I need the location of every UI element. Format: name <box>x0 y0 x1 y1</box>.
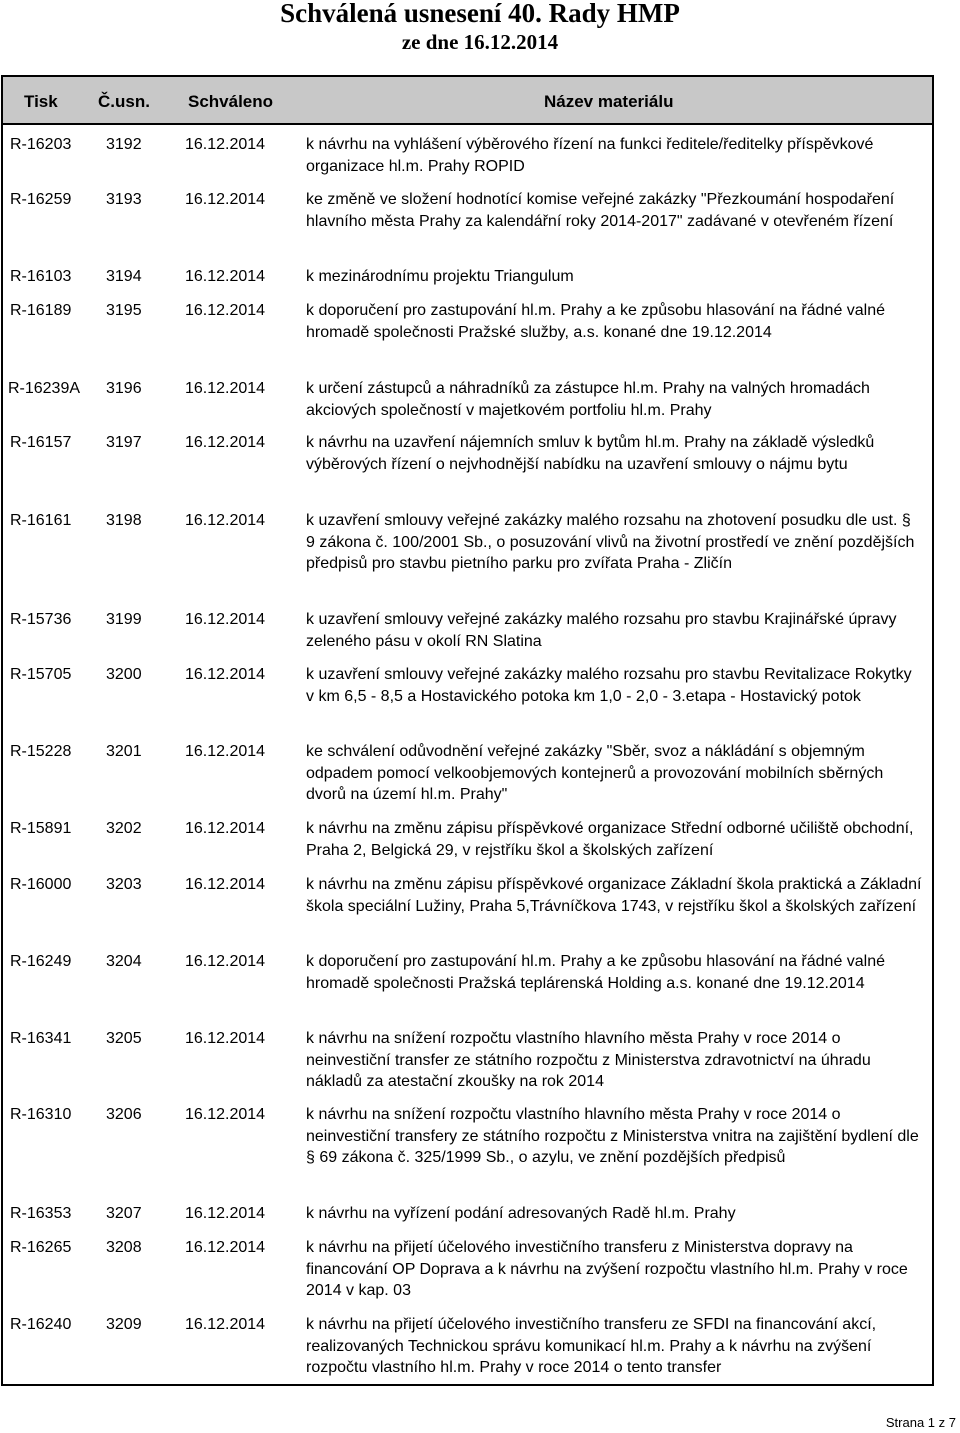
cell-usn: 3192 <box>106 136 142 153</box>
cell-tisk: R-15736 <box>10 611 72 628</box>
cell-name: k návrhu na vyřízení podání adresovaných Radě hl.m. Prahy <box>306 1205 736 1222</box>
cell-date: 16.12.2014 <box>185 820 266 837</box>
cell-date: 16.12.2014 <box>185 953 266 970</box>
cell-usn: 3208 <box>106 1239 142 1256</box>
cell-usn: 3199 <box>106 611 142 628</box>
cell-date: 16.12.2014 <box>185 1239 266 1256</box>
cell-tisk: R-16157 <box>10 434 72 451</box>
cell-name: k návrhu na snížení rozpočtu vlastního hlavního města Prahy v roce 2014 o neinvestiční transfery ze státního rozpočtu z Ministerstva vnitra na zajištění bydlení dle § 69 zákona č. 325/1999 Sb., o azylu, ve znění pozdějších předpisů <box>306 1106 919 1166</box>
cell-usn: 3198 <box>106 512 142 529</box>
cell-name: ke schválení odůvodnění veřejné zakázky "Sběr, svoz a nákládání s objemným odpadem pomocí velkoobjemových kontejnerů a provozování mobilních sběrných dvorů na území hl.m. Prahy" <box>306 743 884 803</box>
cell-name: k určení zástupců a náhradníků za zástupce hl.m. Prahy na valných hromadách akciových společností v majetkovém portfoliu hl.m. Prahy <box>306 380 870 419</box>
cell-name: k návrhu na přijetí účelového investičního transferu ze SFDI na financování akcí, realizovaných Technickou správu komunikací hl.m. Prahy a k návrhu na zvýšení rozpočtu vlastního hl.m. Prahy v roce 2014 o tento transfer <box>306 1316 877 1376</box>
cell-tisk: R-16189 <box>10 302 72 319</box>
cell-name: k uzavření smlouvy veřejné zakázky malého rozsahu na zhotovení posudku dle ust. § 9 zákona č. 100/2001 Sb., o posuzování vlivů na životní prostředí ve znění pozdějších předpisů pro stavbu pietního parku pro zvířata Praha - Zličín <box>306 512 915 572</box>
cell-tisk: R-16353 <box>10 1205 72 1222</box>
cell-usn: 3201 <box>106 743 142 760</box>
cell-tisk: R-16265 <box>10 1239 72 1256</box>
cell-name: k mezinárodnímu projektu Triangulum <box>306 268 574 285</box>
cell-tisk: R-16161 <box>10 512 72 529</box>
cell-date: 16.12.2014 <box>185 1205 266 1222</box>
cell-tisk: R-16240 <box>10 1316 72 1333</box>
cell-date: 16.12.2014 <box>185 611 266 628</box>
cell-tisk: R-15891 <box>10 820 72 837</box>
cell-usn: 3195 <box>106 302 142 319</box>
cell-date: 16.12.2014 <box>185 268 266 285</box>
cell-tisk: R-16103 <box>10 268 72 285</box>
cell-date: 16.12.2014 <box>185 191 266 208</box>
cell-tisk: R-16203 <box>10 136 72 153</box>
cell-date: 16.12.2014 <box>185 1106 266 1123</box>
cell-name: ke změně ve složení hodnotící komise veřejné zakázky "Přezkoumání hospodaření hlavního města Prahy za kalendářní roky 2014-2017" zadávané v otevřeném řízení <box>306 191 895 230</box>
cell-tisk-merged: R-16239A <box>7 380 81 397</box>
cell-name: k návrhu na snížení rozpočtu vlastního hlavního města Prahy v roce 2014 o neinvestiční transfer ze státního rozpočtu z Ministerstva zdravotnictví na úhradu nákladů za atestační zkoušky na rok 2014 <box>306 1030 871 1090</box>
cell-name: k návrhu na přijetí účelového investičního transferu z Ministerstva dopravy na financování OP Doprava a k návrhu na zvýšení rozpočtu vlastního hl.m. Prahy v roce 2014 v kap. 03 <box>306 1239 908 1299</box>
column-header-usn: Č.usn. <box>98 92 150 111</box>
cell-usn: 3197 <box>106 434 142 451</box>
cell-date: 16.12.2014 <box>185 434 266 451</box>
column-header-tisk: Tisk <box>24 92 58 111</box>
cell-name: k návrhu na změnu zápisu příspěvkové organizace Střední odborné učiliště obchodní, Praha 2, Belgická 29, v rejstříku škol a školských zařízení <box>306 820 914 859</box>
cell-tisk: R-15228 <box>10 743 72 760</box>
cell-date: 16.12.2014 <box>185 743 266 760</box>
cell-usn: 3207 <box>106 1205 142 1222</box>
page-number: Strana 1 z 7 <box>885 1415 956 1430</box>
cell-tisk: R-16310 <box>10 1106 72 1123</box>
cell-date: 16.12.2014 <box>185 512 266 529</box>
cell-name: k uzavření smlouvy veřejné zakázky malého rozsahu pro stavbu Revitalizace Rokytky v km 6,5 - 8,5 a Hostavického potoka km 1,0 - 2,0 - 3.etapa - Hostavický potok <box>306 666 912 705</box>
column-header-name: Název materiálu <box>544 92 674 111</box>
cell-name: k uzavření smlouvy veřejné zakázky malého rozsahu pro stavbu Krajinářské úpravy zeleného pásu v okolí RN Slatina <box>306 611 897 650</box>
cell-date: 16.12.2014 <box>185 1030 266 1047</box>
cell-name: k doporučení pro zastupování hl.m. Prahy a ke způsobu hlasování na řádné valné hromadě společnosti Pražské služby, a.s. konané dne 19.12.2014 <box>306 302 886 341</box>
cell-date: 16.12.2014 <box>185 666 266 683</box>
cell-usn: 3194 <box>106 268 142 285</box>
cell-tisk: R-16249 <box>10 953 72 970</box>
table-header <box>3 77 932 125</box>
document-subtitle: ze dne 16.12.2014 <box>401 30 559 54</box>
cell-usn: 3196 <box>106 380 142 397</box>
cell-date: 16.12.2014 <box>185 136 266 153</box>
cell-name: k doporučení pro zastupování hl.m. Prahy a ke způsobu hlasování na řádné valné hromadě společnosti Pražská teplárenská Holding a.s. konané dne 19.12.2014 <box>306 953 886 992</box>
column-header-date: Schváleno <box>188 92 274 111</box>
cell-usn: 3200 <box>106 666 142 683</box>
cell-name: k návrhu na změnu zápisu příspěvkové organizace Základní škola praktická a Základní škola speciální Lužiny, Praha 5,Trávníčkova 1743, v rejstříku škol a školských zařízení <box>306 876 922 915</box>
cell-usn: 3206 <box>106 1106 142 1123</box>
document-title: Schválená usnesení 40. Rady HMP <box>280 0 680 28</box>
cell-name: k návrhu na uzavření nájemních smluv k bytům hl.m. Prahy na základě výsledků výběrových řízení o nejvhodnější nabídku na uzavření smlouvy o nájmu bytu <box>306 434 875 473</box>
cell-date: 16.12.2014 <box>185 876 266 893</box>
cell-tisk: R-16341 <box>10 1030 72 1047</box>
cell-name: k návrhu na vyhlášení výběrového řízení na funkci ředitele/ředitelky příspěvkové organizace hl.m. Prahy ROPID <box>306 136 874 175</box>
cell-tisk: R-15705 <box>10 666 72 683</box>
cell-date: 16.12.2014 <box>185 380 266 397</box>
cell-usn: 3203 <box>106 876 142 893</box>
cell-tisk: R-16000 <box>10 876 72 893</box>
cell-usn: 3209 <box>106 1316 142 1333</box>
cell-date: 16.12.2014 <box>185 1316 266 1333</box>
cell-usn: 3193 <box>106 191 142 208</box>
cell-usn: 3205 <box>106 1030 142 1047</box>
cell-usn: 3204 <box>106 953 142 970</box>
cell-tisk: R-16259 <box>10 191 72 208</box>
cell-usn: 3202 <box>106 820 142 837</box>
cell-date: 16.12.2014 <box>185 302 266 319</box>
